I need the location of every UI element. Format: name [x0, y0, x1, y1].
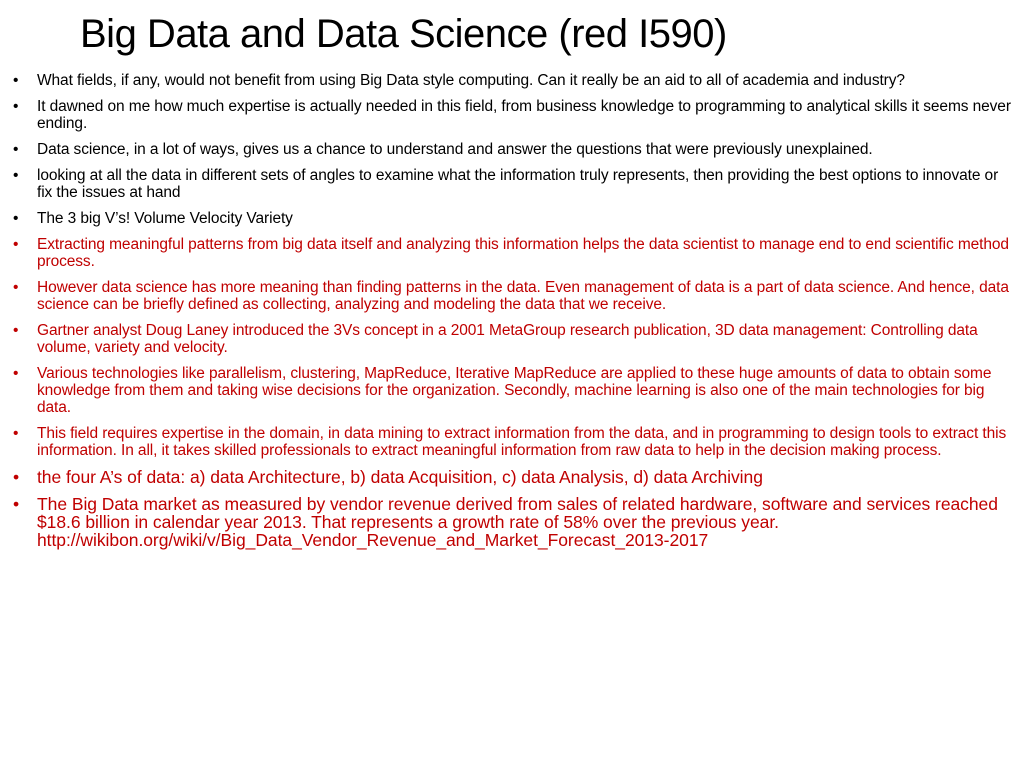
bullet-item-6 — [0, 236, 1012, 270]
bullet-text: Gartner analyst Doug Laney introduced the 3Vs concept in a 2001 MetaGroup research publication, 3D data management: Controlling data volume, variety and velocity. — [37, 322, 978, 356]
bullet-item-7 — [0, 279, 1012, 313]
bullet-dot-icon: • — [13, 167, 19, 184]
bullet-item-2 — [0, 98, 1012, 132]
bullet-dot-icon: • — [13, 279, 19, 296]
bullet-text: Various technologies like parallelism, clustering, MapReduce, Iterative MapReduce are applied to these huge amounts of data to obtain some knowledge from them and taking wise decisions for the organization. Secondly, machine learning is also one of the main technologies for big data. — [37, 365, 992, 416]
bullet-text: This field requires expertise in the domain, in data mining to extract information from the data, and in programming to design tools to extract this information. In all, it takes skilled professionals to extract meaningful information from raw data to help in the decision making process. — [37, 425, 1007, 459]
bullet-item-11 — [0, 468, 1012, 486]
bullet-item-9 — [0, 365, 1012, 416]
bullet-item-5 — [0, 210, 1012, 227]
bullet-text: Data science, in a lot of ways, gives us a chance to understand and answer the questions that were previously unexplained. — [37, 141, 873, 158]
bullet-text: However data science has more meaning than finding patterns in the data. Even management of data is a part of data science. And hence, data science can be briefly defined as collecting, analyzing and modeling the data that we receive. — [37, 279, 1009, 313]
bullet-list — [0, 72, 1012, 558]
bullet-dot-icon: • — [13, 494, 20, 514]
slide-title: Big Data and Data Science (red I590) — [80, 12, 727, 56]
bullet-text: It dawned on me how much expertise is actually needed in this field, from business knowledge to programming to analytical skills it seems never ending. — [37, 98, 1011, 132]
bullet-dot-icon: • — [13, 322, 19, 339]
bullet-text: Extracting meaningful patterns from big data itself and analyzing this information helps the data scientist to manage end to end scientific method process. — [37, 236, 1009, 270]
bullet-text: The Big Data market as measured by vendor revenue derived from sales of related hardware, software and services reached $18.6 billion in calendar year 2013. That represents a growth rate of 58% over the previous year. http://wikibon.org/wiki/v/Big_Data_Vendor_Revenue_and_Market_Forecast_2013-2017 — [37, 494, 998, 550]
bullet-item-3 — [0, 141, 1012, 158]
bullet-item-12 — [0, 495, 1012, 549]
bullet-dot-icon: • — [13, 236, 19, 253]
bullet-dot-icon: • — [13, 141, 19, 158]
bullet-text: The 3 big V’s! Volume Velocity Variety — [37, 210, 293, 227]
bullet-dot-icon: • — [13, 210, 19, 227]
bullet-text: What fields, if any, would not benefit from using Big Data style computing. Can it really be an aid to all of academia and industry? — [37, 72, 905, 89]
bullet-dot-icon: • — [13, 72, 19, 89]
bullet-text: the four A’s of data: a) data Architecture, b) data Acquisition, c) data Analysis, d) data Archiving — [37, 467, 763, 487]
bullet-item-10 — [0, 425, 1012, 459]
bullet-item-1 — [0, 72, 1012, 89]
bullet-dot-icon: • — [13, 467, 20, 487]
bullet-dot-icon: • — [13, 98, 19, 115]
bullet-item-8 — [0, 322, 1012, 356]
bullet-dot-icon: • — [13, 425, 19, 442]
bullet-text: looking at all the data in different sets of angles to examine what the information truly represents, then providing the best options to innovate or fix the issues at hand — [37, 167, 999, 201]
bullet-item-4 — [0, 167, 1012, 201]
bullet-dot-icon: • — [13, 365, 19, 382]
